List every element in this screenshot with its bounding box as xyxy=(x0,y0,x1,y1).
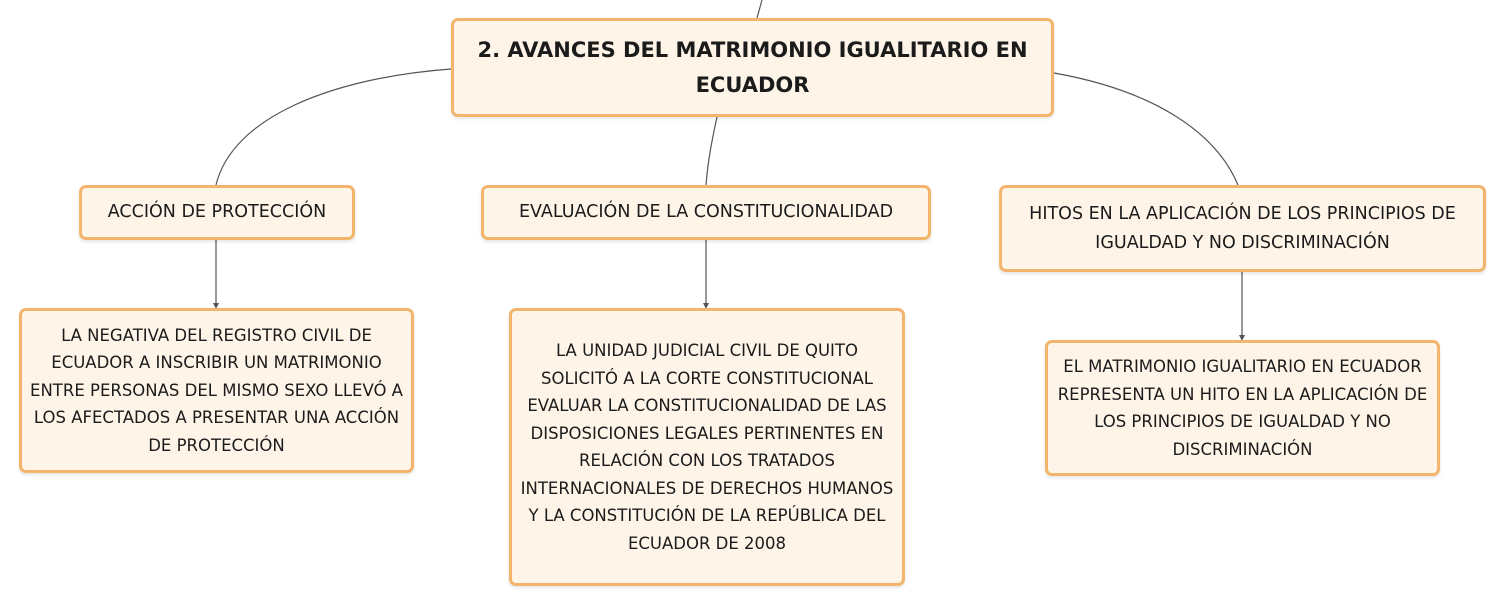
connector-root-to-accion xyxy=(216,69,451,185)
topic-label: ACCIÓN DE PROTECCIÓN xyxy=(107,202,327,222)
topic-node-hitos-igualdad[interactable] xyxy=(999,185,1486,272)
topic-label: EVALUACIÓN DE LA CONSTITUCIONALIDAD xyxy=(518,202,894,222)
connector-root-to-evaluacion xyxy=(706,117,717,185)
detail-text: LA NEGATIVA DEL REGISTRO CIVIL DE ECUADOR A INSCRIBIR UN MATRIMONIO ENTRE PERSONAS DEL MISMO SEXO LLEVÓ A LOS AFECTADOS A PRESENTAR UNA ACCIÓN DE PROTECCIÓN xyxy=(30,325,403,455)
detail-node-hitos-igualdad[interactable] xyxy=(1045,340,1440,476)
detail-text: LA UNIDAD JUDICIAL CIVIL DE QUITO SOLICITÓ A LA CORTE CONSTITUCIONAL EVALUAR LA CONSTITUCIONALIDAD DE LAS DISPOSICIONES LEGALES PERTINENTES EN RELACIÓN CON LOS TRATADOS INTERNACIONALES DE DERECHOS HUMANOS Y LA CONSTITUCIÓN DE LA REPÚBLICA DEL ECUADOR DE 2008 xyxy=(520,341,894,553)
root-topic-label: 2. AVANCES DEL MATRIMONIO IGUALITARIO EN ECUADOR xyxy=(477,37,1028,97)
detail-node-evaluacion-constitucionalidad[interactable] xyxy=(509,308,905,586)
topic-node-accion-de-proteccion[interactable] xyxy=(79,185,355,240)
topic-label: HITOS EN LA APLICACIÓN DE LOS PRINCIPIOS DE IGUALDAD Y NO DISCRIMINACIÓN xyxy=(1029,203,1456,253)
detail-text: EL MATRIMONIO IGUALITARIO EN ECUADOR REPRESENTA UN HITO EN LA APLICACIÓN DE LOS PRINCIPIOS DE IGUALDAD Y NO DISCRIMINACIÓN xyxy=(1057,357,1428,459)
connector-parent-to-root xyxy=(757,0,762,18)
topic-node-evaluacion-constitucionalidad[interactable] xyxy=(481,185,931,240)
detail-node-accion-de-proteccion[interactable] xyxy=(19,308,414,473)
connector-root-to-hitos xyxy=(1054,73,1238,185)
root-topic-node[interactable] xyxy=(451,18,1054,117)
